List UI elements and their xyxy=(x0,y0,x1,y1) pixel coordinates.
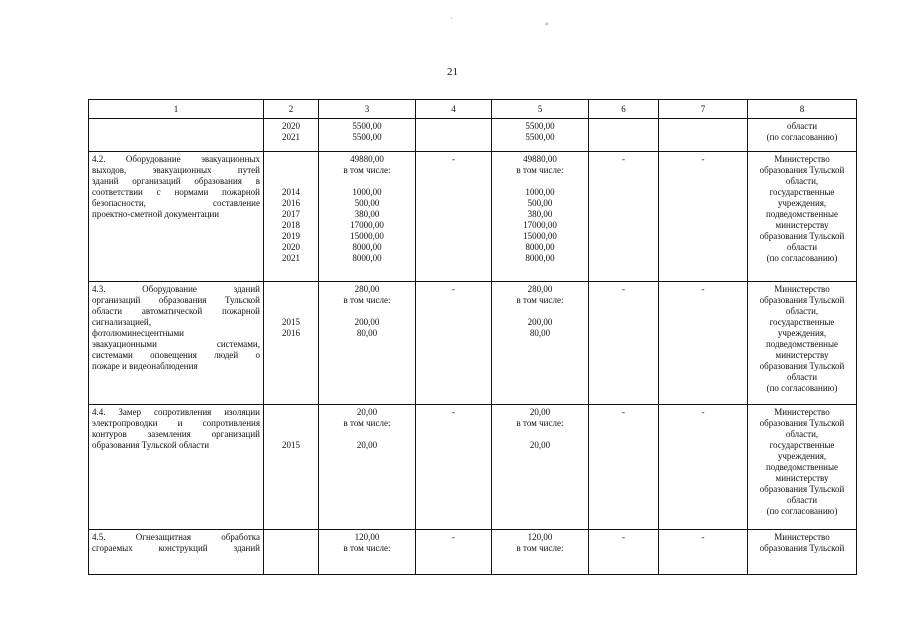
description-line: организаций образования Тульской xyxy=(92,295,260,305)
year: 2018 xyxy=(282,220,300,230)
executor-line: области xyxy=(786,242,818,252)
year: 2016 xyxy=(282,198,300,208)
executor-line: учреждения, xyxy=(777,328,827,338)
total-amount: 120,00 xyxy=(527,532,553,542)
executor-cell xyxy=(748,119,857,152)
executor-cell xyxy=(748,405,857,530)
executor-line: государственные xyxy=(769,187,835,197)
executor-line: государственные xyxy=(769,440,835,450)
amount: 80,00 xyxy=(529,328,551,338)
description-line: эвакуационными системами, xyxy=(92,339,260,349)
description-line: зданий организаций образования в xyxy=(92,176,260,186)
including-label: в том числе: xyxy=(343,165,391,175)
column-header: 2 xyxy=(264,100,319,119)
year: 2021 xyxy=(282,253,300,263)
year: 2016 xyxy=(282,328,300,338)
executor-cell xyxy=(748,152,857,282)
column-header: 6 xyxy=(589,100,659,119)
description-cell xyxy=(89,282,264,405)
executor-line: образования Тульской xyxy=(759,361,845,371)
amount-cell xyxy=(319,152,416,282)
description-line: сигнализацией, xyxy=(92,317,151,327)
col6-cell: - xyxy=(589,282,659,405)
executor-line: учреждения, xyxy=(777,198,827,208)
amount5-cell xyxy=(492,530,589,575)
amount-cell xyxy=(319,530,416,575)
years-cell xyxy=(264,405,319,530)
total-amount: 20,00 xyxy=(356,407,378,417)
executor-line: Министерство xyxy=(774,154,830,164)
year: 2014 xyxy=(282,187,300,197)
executor-cell xyxy=(748,282,857,405)
amount: 500,00 xyxy=(527,198,553,208)
column-header: 4 xyxy=(416,100,492,119)
amount: 15000,00 xyxy=(523,231,557,241)
executor-line: (по согласованию) xyxy=(766,506,838,516)
executor-line: Министерство xyxy=(774,532,830,542)
amount: 5500,00 xyxy=(525,121,555,131)
description-line: пожаре и видеонаблюдения xyxy=(92,361,198,371)
executor-line: (по согласованию) xyxy=(766,383,838,393)
description-line: выходов, эвакуационных путей xyxy=(92,165,260,175)
amount: 200,00 xyxy=(527,317,553,327)
description-cell xyxy=(89,530,264,575)
amount: 8000,00 xyxy=(352,242,382,252)
col6-cell: - xyxy=(589,530,659,575)
executor-line: министерству xyxy=(775,220,829,230)
amount-cell xyxy=(319,282,416,405)
amount: 1000,00 xyxy=(525,187,555,197)
column-header: 3 xyxy=(319,100,416,119)
amount-cell xyxy=(319,405,416,530)
executor-line: Министерство xyxy=(774,284,830,294)
description-line: контуров заземления организаций xyxy=(92,429,260,439)
executor-line: учреждения, xyxy=(777,451,827,461)
description-line: образования Тульской области xyxy=(92,440,210,450)
col4-cell: - xyxy=(416,282,492,405)
description-line: электропроводки и сопротивления xyxy=(92,418,260,428)
table-row xyxy=(89,530,857,575)
table-row xyxy=(89,405,857,530)
col6-cell xyxy=(589,119,659,152)
amount: 8000,00 xyxy=(525,242,555,252)
description-line: области автоматической пожарной xyxy=(92,306,260,316)
executor-line: области xyxy=(786,372,818,382)
amount-cell xyxy=(319,119,416,152)
description-line: 4.2. Оборудование эвакуационных xyxy=(92,154,260,164)
description-line: безопасности, составление xyxy=(92,198,260,208)
col6-cell: - xyxy=(589,152,659,282)
table-row xyxy=(89,282,857,405)
amount: 8000,00 xyxy=(525,253,555,263)
description-line: соответствии с нормами пожарной xyxy=(92,187,260,197)
year: 2017 xyxy=(282,209,300,219)
including-label: в том числе: xyxy=(516,543,564,553)
total-amount: 280,00 xyxy=(354,284,380,294)
description-line: сгораемых конструкций зданий xyxy=(92,543,260,553)
executor-line: образования Тульской xyxy=(759,295,845,305)
amount: 80,00 xyxy=(356,328,378,338)
executor-line: министерству xyxy=(775,350,829,360)
col7-cell: - xyxy=(659,405,748,530)
description-cell xyxy=(89,119,264,152)
year: 2019 xyxy=(282,231,300,241)
executor-line: образования Тульской xyxy=(759,484,845,494)
total-amount: 20,00 xyxy=(529,407,551,417)
years-cell xyxy=(264,119,319,152)
table-row xyxy=(89,152,857,282)
scan-speck: · xyxy=(450,14,453,23)
amount: 15000,00 xyxy=(350,231,384,241)
column-header: 7 xyxy=(659,100,748,119)
executor-line: области xyxy=(786,495,818,505)
description-cell xyxy=(89,405,264,530)
years-cell xyxy=(264,282,319,405)
year: 2015 xyxy=(282,440,300,450)
description-line: системами оповещения людей о xyxy=(92,350,260,360)
amount: 200,00 xyxy=(354,317,380,327)
col7-cell xyxy=(659,119,748,152)
executor-line: (по согласованию) xyxy=(766,253,838,263)
amount: 20,00 xyxy=(529,440,551,450)
col4-cell: - xyxy=(416,152,492,282)
description-line: 4.4. Замер сопротивления изоляции xyxy=(92,407,260,417)
description-line: 4.5. Огнезащитная обработка xyxy=(92,532,260,542)
table-row xyxy=(89,119,857,152)
col7-cell: - xyxy=(659,282,748,405)
executor-line: области, xyxy=(785,429,819,439)
executor-cell xyxy=(748,530,857,575)
col7-cell: - xyxy=(659,530,748,575)
including-label: в том числе: xyxy=(343,543,391,553)
executor-line: подведомственные xyxy=(765,462,839,472)
amount: 5500,00 xyxy=(525,132,555,142)
executor-line: подведомственные xyxy=(765,339,839,349)
executor-line: образования Тульской xyxy=(759,418,845,428)
executor-line: образования Тульской xyxy=(759,165,845,175)
years-cell xyxy=(264,152,319,282)
executor-line: (по согласованию) xyxy=(766,132,838,142)
description-cell xyxy=(89,152,264,282)
amount5-cell xyxy=(492,405,589,530)
total-amount: 120,00 xyxy=(354,532,380,542)
executor-line: министерству xyxy=(775,473,829,483)
executor-line: государственные xyxy=(769,317,835,327)
executor-line: подведомственные xyxy=(765,209,839,219)
amount: 8000,00 xyxy=(352,253,382,263)
col6-cell: - xyxy=(589,405,659,530)
amount: 500,00 xyxy=(354,198,380,208)
including-label: в том числе: xyxy=(516,165,564,175)
year: 2021 xyxy=(282,132,300,142)
description-line: фотолюминесцентными xyxy=(92,328,184,338)
total-amount: 280,00 xyxy=(527,284,553,294)
amount5-cell xyxy=(492,119,589,152)
col4-cell xyxy=(416,119,492,152)
including-label: в том числе: xyxy=(343,418,391,428)
amount5-cell xyxy=(492,152,589,282)
amount: 17000,00 xyxy=(350,220,384,230)
including-label: в том числе: xyxy=(516,418,564,428)
scan-speck: ᵃᵎ xyxy=(545,20,549,29)
amount: 17000,00 xyxy=(523,220,557,230)
including-label: в том числе: xyxy=(516,295,564,305)
page-number: 21 xyxy=(447,66,458,78)
executor-line: Министерство xyxy=(774,407,830,417)
amount: 20,00 xyxy=(356,440,378,450)
column-header: 8 xyxy=(748,100,857,119)
header-row xyxy=(89,100,857,119)
description-line: проектно-сметной документации xyxy=(92,209,220,219)
col4-cell: - xyxy=(416,530,492,575)
amount: 5500,00 xyxy=(352,132,382,142)
including-label: в том числе: xyxy=(343,295,391,305)
amount: 380,00 xyxy=(527,209,553,219)
amount5-cell xyxy=(492,282,589,405)
total-amount: 49880,00 xyxy=(523,154,557,164)
amount: 380,00 xyxy=(354,209,380,219)
executor-line: области, xyxy=(785,176,819,186)
year: 2020 xyxy=(282,242,300,252)
year: 2020 xyxy=(282,121,300,131)
column-header: 5 xyxy=(492,100,589,119)
col4-cell: - xyxy=(416,405,492,530)
executor-line: образования Тульской xyxy=(759,543,845,553)
column-header: 1 xyxy=(89,100,264,119)
description-line: 4.3. Оборудование зданий xyxy=(92,284,260,294)
executor-line: области, xyxy=(785,306,819,316)
years-cell xyxy=(264,530,319,575)
amount: 5500,00 xyxy=(352,121,382,131)
total-amount: 49880,00 xyxy=(350,154,384,164)
year: 2015 xyxy=(282,317,300,327)
executor-line: образования Тульской xyxy=(759,231,845,241)
executor-line: области xyxy=(786,121,818,131)
amount: 1000,00 xyxy=(352,187,382,197)
program-table xyxy=(88,99,857,575)
col7-cell: - xyxy=(659,152,748,282)
